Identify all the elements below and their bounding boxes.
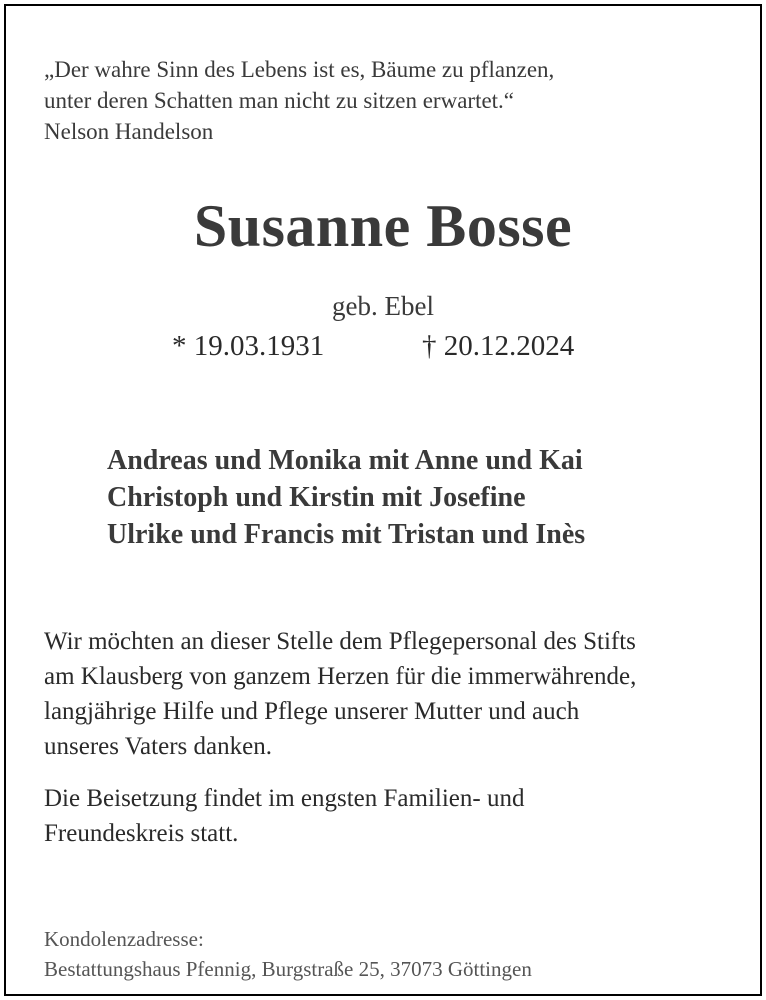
deceased-name: Susanne Bosse [193, 193, 573, 259]
thanks-line: langjährige Hilfe und Pflege unserer Mutter und auch [44, 698, 580, 725]
burial-paragraph [44, 781, 744, 851]
thanks-paragraph [44, 624, 744, 764]
condolence-label: Kondolenzadresse: [44, 927, 204, 951]
birth-name: geb. Ebel [332, 291, 434, 321]
condolence-address-text: Bestattungshaus Pfennig, Burgstraße 25, 37073 Göttingen [44, 957, 532, 981]
life-dates [172, 330, 632, 366]
family-line: Christoph und Kirstin mit Josefine [107, 482, 526, 513]
epigraph-quote [44, 54, 724, 147]
burial-line: Die Beisetzung findet im engsten Familien- und [44, 785, 525, 812]
thanks-line: am Klausberg von ganzem Herzen für die immerwährende, [44, 663, 637, 690]
family-list [107, 442, 707, 553]
family-line: Andreas und Monika mit Anne und Kai [107, 445, 583, 476]
death-date: † 20.12.2024 [422, 330, 575, 362]
condolence-address [44, 924, 744, 984]
quote-author: Nelson Handelson [44, 119, 214, 144]
thanks-line: Wir möchten an dieser Stelle dem Pflegepersonal des Stifts [44, 628, 636, 655]
thanks-line: unseres Vaters danken. [44, 733, 272, 760]
family-line: Ulrike und Francis mit Tristan und Inès [107, 519, 586, 550]
quote-line: unter deren Schatten man nicht zu sitzen erwartet.“ [44, 88, 515, 113]
burial-line: Freundeskreis statt. [44, 820, 239, 847]
quote-line: „Der wahre Sinn des Lebens ist es, Bäume zu pflanzen, [44, 57, 555, 82]
birth-date: * 19.03.1931 [172, 330, 325, 362]
